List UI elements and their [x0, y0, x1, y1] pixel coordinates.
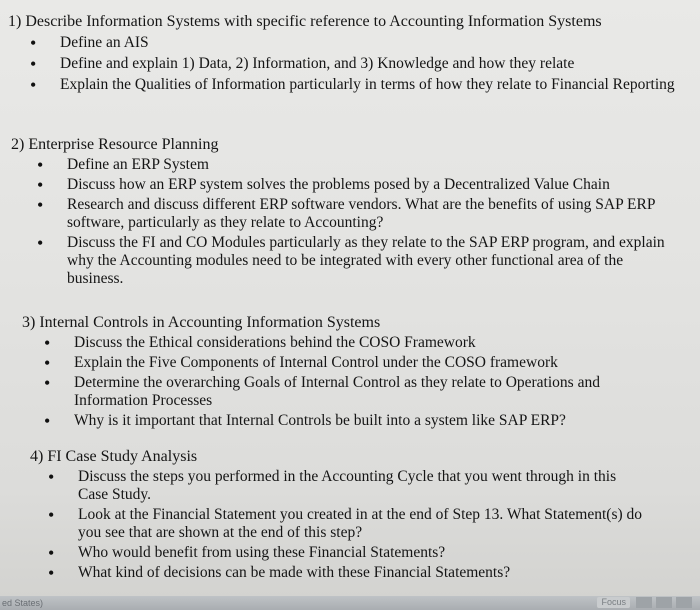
section-4-list [48, 467, 690, 583]
bullet-icon: • [48, 563, 55, 583]
section-1-heading: 1) Describe Information Systems with specific reference to Accounting Information Systems [8, 13, 602, 30]
list-item: • What kind of decisions can be made with these Financial Statements? [48, 563, 511, 583]
bullet-icon: • [44, 353, 51, 373]
list-item: • Discuss the steps you performed in the Accounting Cycle that you went through in this Case Study. [48, 467, 617, 503]
bullet-icon: • [37, 195, 44, 215]
bullet-icon: • [37, 233, 44, 253]
list-item: • Research and discuss different ERP software vendors. What are the benefits of using SAP ERP software, particularly as they relate to Accounting? [37, 195, 655, 231]
list-item: • Why is it important that Internal Controls be built into a system like SAP ERP? [44, 411, 566, 431]
list-item: • Define and explain 1) Data, 2) Information, and 3) Knowledge and how they relate [30, 54, 575, 74]
view-button[interactable] [676, 597, 692, 608]
list-item: • Explain the Qualities of Information particularly in terms of how they relate to Financial Reporting [30, 75, 675, 95]
section-4-heading: 4) FI Case Study Analysis [30, 448, 198, 465]
view-button[interactable] [656, 597, 672, 608]
list-item: • Determine the overarching Goals of Internal Control as they relate to Operations and Information Processes [44, 373, 600, 409]
view-button[interactable] [636, 597, 652, 608]
list-item: • Define an ERP System [37, 155, 209, 175]
section-1 [8, 12, 693, 94]
list-item: • Look at the Financial Statement you created in at the end of Step 13. What Statement(s) do you see that are shown at the end of this step? [48, 505, 643, 541]
list-item: • Explain the Five Components of Internal Control under the COSO framework [44, 353, 558, 373]
bullet-icon: • [30, 75, 37, 95]
section-3 [22, 313, 692, 430]
bullet-icon: • [48, 505, 55, 525]
bullet-icon: • [48, 467, 55, 487]
section-3-heading: 3) Internal Controls in Accounting Information Systems [22, 314, 381, 331]
bullet-icon: • [37, 155, 44, 175]
section-3-list [44, 333, 692, 431]
taskbar [0, 596, 700, 610]
list-item: • Discuss the FI and CO Modules particularly as they relate to the SAP ERP program, and explain why the Accounting modules need to be integrated with every other functional area of the business. [37, 233, 665, 287]
bullet-icon: • [48, 543, 55, 563]
list-item: • Define an AIS [30, 33, 149, 53]
section-2 [11, 135, 691, 288]
taskbar-language-label: ed States) [2, 598, 44, 608]
section-4 [30, 447, 690, 582]
bullet-icon: • [30, 54, 37, 74]
section-2-heading: 2) Enterprise Resource Planning [11, 136, 219, 153]
bullet-icon: • [44, 333, 51, 353]
bullet-icon: • [37, 175, 44, 195]
focus-button[interactable]: Focus [597, 597, 630, 608]
list-item: • Discuss the Ethical considerations behind the COSO Framework [44, 333, 476, 353]
bullet-icon: • [44, 373, 51, 393]
bullet-icon: • [30, 33, 37, 53]
list-item: • Who would benefit from using these Financial Statements? [48, 543, 446, 563]
section-1-list [30, 33, 693, 95]
section-2-list [37, 155, 691, 288]
list-item: • Discuss how an ERP system solves the problems posed by a Decentralized Value Chain [37, 175, 610, 195]
bullet-icon: • [44, 411, 51, 431]
